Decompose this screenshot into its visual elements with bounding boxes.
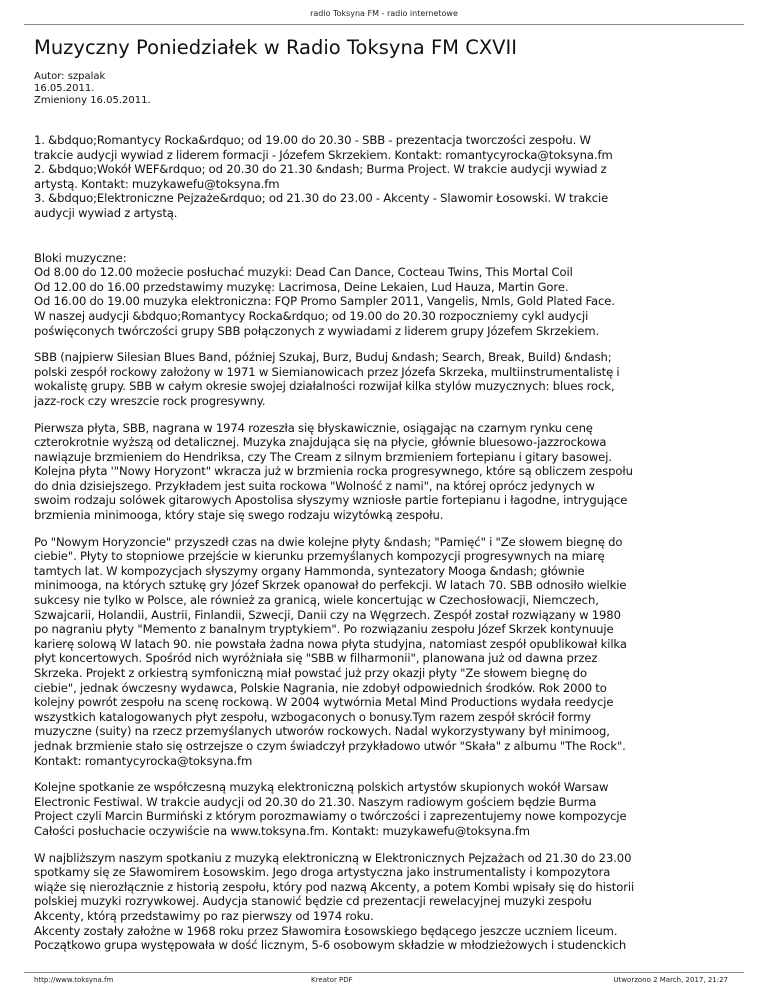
- text-line: audycji wywiad z artystą.: [34, 205, 178, 220]
- paragraph-history: [34, 535, 740, 769]
- text-line: Kolejne spotkanie ze współczesną muzyką elektroniczną polskich artystów skupionych wokół Warsaw: [34, 780, 609, 795]
- footer-generator: Kreator PDF: [311, 976, 353, 984]
- text-line: Kontakt: romantycyrocka@toksyna.fm: [34, 753, 253, 768]
- text-line: ciebie". Płyty to stopniowe przejście w kierunku przemyślanych kompozycji progresywnych na miarę: [34, 549, 605, 564]
- text-line: minimooga, na których sztukę gry Józef Skrzek opanował do perfekcji. W latach 70. SBB odnosiło wielkie: [34, 578, 627, 593]
- footer-divider: [24, 972, 744, 973]
- text-line: ciebie", jednak ówczesny wydawca, Polskie Nagrania, nie zdobył odpowiednich środków. Rok 2000 to: [34, 680, 607, 695]
- text-line: polski zespół rockowy założony w 1971 w Siemianowicach przez Józefa Skrzeka, multiinstrumentalistę i: [34, 364, 620, 379]
- text-line: wokalistę grupy. SBB w całym okresie swojej działalności rozwijał kilka stylów muzycznych: blues rock,: [34, 379, 615, 394]
- text-line: Początkowo grupa występowała w dość licznym, 5-6 osobowym składzie w młodzieżowych i studenckich: [34, 938, 627, 953]
- text-line: tamtych lat. W kompozycjach słyszymy organy Hammonda, syntezatory Mooga &ndash; głównie: [34, 563, 585, 578]
- text-line: artystą. Kontakt: muzykawefu@toksyna.fm: [34, 176, 280, 191]
- text-line: polskiej muzyki rozrywkowej. Audycja stanowić będzie cd prezentacji rewelacyjnej muzyki zespołu: [34, 894, 592, 909]
- header-divider: [24, 24, 744, 25]
- text-line: jednak brzmienie stało się ostrzejsze o czym świadczył przykładowo utwór "Skała" z albumu "The Rock".: [34, 738, 626, 753]
- text-line: nawiązuje brzmieniem do Hendriksa, czy The Cream z silnym brzmieniem fortepianu i gitary basowej.: [34, 449, 612, 464]
- text-line: wiąże się nierozłącznie z historią zespołu, który pod nazwą Akcenty, a potem Kombi wpisały się do historii: [34, 879, 635, 894]
- text-line: sukcesy nie tylko w Polsce, ale również za granicą, wiele koncertując w Czechosłowacji, Niemczech,: [34, 593, 599, 608]
- text-line: Kolejna płyta '"Nowy Horyzont" wkracza już w brzmienia rocka progresywnego, które są obliczem zespołu: [34, 464, 633, 479]
- text-line: do dnia dzisiejszego. Przykładem jest suita rockowa "Wolność z nami", na której oprócz jedynych w: [34, 478, 595, 493]
- text-line: Bloki muzyczne:: [34, 250, 127, 265]
- text-line: wszystkich katalogowanych płyt zespołu, wzbogaconych o bonusy.Tym razem zespół skrócił formy: [34, 709, 592, 724]
- text-line: Electronic Festiwal. W trakcie audycji od 20.30 do 21.30. Naszym radiowym gościem będzie Burma: [34, 794, 597, 809]
- text-line: karierę solową W latach 90. nie powstała żadna nowa płyta studyjna, natomiast zespół opublikował kilka: [34, 636, 627, 651]
- article-meta: [34, 71, 740, 107]
- paragraph-first-album: [34, 421, 740, 523]
- footer-created: Utworzono 2 March, 2017, 21:27: [613, 976, 728, 984]
- text-line: czterokrotnie wyższą od detalicznej. Muzyka znajdująca się na płycie, głównie bluesowo-jazzrockowa: [34, 435, 607, 450]
- paragraph-sbb-intro: [34, 350, 740, 408]
- text-line: muzyczne (suity) na rzecz przemyślanych utworów rockowych. Nadal wykorzystywany był minimoog,: [34, 724, 610, 739]
- text-line: Od 12.00 do 16.00 przedstawimy muzykę: Lacrimosa, Deine Lekaien, Lud Hauza, Martin Gore.: [34, 279, 569, 294]
- text-line: brzmienia minimooga, który staje się swego rodzaju wizytówką zespołu.: [34, 508, 444, 523]
- paragraph-schedule: [34, 133, 740, 221]
- text-line: Od 8.00 do 12.00 możecie posłuchać muzyki: Dead Can Dance, Cocteau Twins, This Mortal Coil: [34, 265, 573, 280]
- text-line: swoim rodzaju solówek gitarowych Apostolisa słyszymy wzniosłe partie fortepianu i łagodne, intrygujące: [34, 493, 628, 508]
- text-line: kolejny powrót zespołu na scenę rockową. W 2004 wytwórnia Metal Mind Productions wydała reedycje: [34, 695, 614, 710]
- text-line: Akcenty zostały założne w 1968 roku przez Sławomira Łosowskiego będącego jeszcze uczniem liceum.: [34, 923, 618, 938]
- text-line: W najbliższym naszym spotkaniu z muzyką elektroniczną w Elektronicznych Pejzażach od 21.30 do 23.00: [34, 850, 632, 865]
- text-line: W naszej audycji &bdquo;Romantycy Rocka&rdquo; od 19.00 do 20.30 rozpoczniemy cykl audycji: [34, 308, 589, 323]
- article: [34, 36, 740, 965]
- text-line: Pierwsza płyta, SBB, nagrana w 1974 rozeszła się błyskawicznie, osiągając na czarnym rynku cenę: [34, 420, 593, 435]
- text-line: Skrzeka. Projekt z orkiestrą symfoniczną miał powstać już przy okazji płyty "Ze słowem biegnę do: [34, 666, 588, 680]
- text-line: 3. &bdquo;Elektroniczne Pejzaże&rdquo; od 21.30 do 23.00 - Akcenty - Slawomir Łosowski. W trakcie: [34, 191, 609, 206]
- text-line: po nagraniu płyty "Memento z banalnym tryptykiem". Po rozwiązaniu zespołu Józef Skrzek kontynuuje: [34, 622, 614, 637]
- page-header: radio Toksyna FM - radio internetowe: [310, 9, 458, 18]
- text-line: Całości posłuchacie oczywiście na www.toksyna.fm. Kontakt: muzykawefu@toksyna.fm: [34, 823, 530, 838]
- paragraph-akcenty: [34, 851, 740, 953]
- spacer: [34, 233, 740, 251]
- text-line: poświęconych twórczości grupy SBB połączonych z wywiadami z liderem grupy Józefem Skrzekiem.: [34, 323, 600, 338]
- text-line: 2. &bdquo;Wokół WEF&rdquo; od 20.30 do 21.30 &ndash; Burma Project. W trakcie audycji wywiad z: [34, 162, 607, 177]
- text-line: płyt koncertowych. Spośród nich wyróżniała się "SBB w filharmonii", planowana już od dawna przez: [34, 651, 598, 666]
- text-line: spotkamy się ze Sławomirem Łosowskim. Jego droga artystyczna jako instrumentalisty i kompozytora: [34, 865, 611, 880]
- text-line: Project czyli Marcin Burmiński z którym porozmawiamy o twórczości i zaprezentujemy nowe kompozycje: [34, 809, 627, 824]
- paragraph-music-blocks: [34, 251, 740, 339]
- publish-date: 16.05.2011.: [34, 83, 95, 94]
- text-line: SBB (najpierw Silesian Blues Band, później Szukaj, Burz, Buduj &ndash; Search, Break, Build) &ndash;: [34, 350, 612, 365]
- text-line: trakcie audycji wywiad z liderem formacji - Józefem Skrzekiem. Kontakt: romantycyrocka@toksyna.fm: [34, 147, 613, 162]
- text-line: jazz-rock czy wreszcie rock progresywny.: [34, 393, 266, 408]
- text-line: Akcenty, którą przedstawimy po raz pierwszy od 1974 roku.: [34, 908, 374, 923]
- paragraph-burma-project: [34, 780, 740, 838]
- article-title: Muzyczny Poniedziałek w Radio Toksyna FM CXVII: [34, 36, 518, 59]
- text-line: Po "Nowym Horyzoncie" przyszedł czas na dwie kolejne płyty &ndash; "Pamięć" i "Ze słowem biegnę do: [34, 534, 623, 549]
- modified-line: Zmieniony 16.05.2011.: [34, 95, 151, 106]
- text-line: Szwajcarii, Holandii, Austrii, Finlandii, Szwecji, Danii czy na Węgrzech. Zespół został rozwiązany w 1980: [34, 607, 621, 622]
- text-line: 1. &bdquo;Romantycy Rocka&rdquo; od 19.00 do 20.30 - SBB - prezentacja tworczości zespołu. W: [34, 133, 591, 147]
- footer-url: http://www.toksyna.fm: [34, 976, 114, 984]
- author-line: Autor: szpalak: [34, 71, 106, 82]
- text-line: Od 16.00 do 19.00 muzyka elektroniczna: FQP Promo Sampler 2011, Vangelis, Nmls, Gold Plated Face.: [34, 294, 615, 309]
